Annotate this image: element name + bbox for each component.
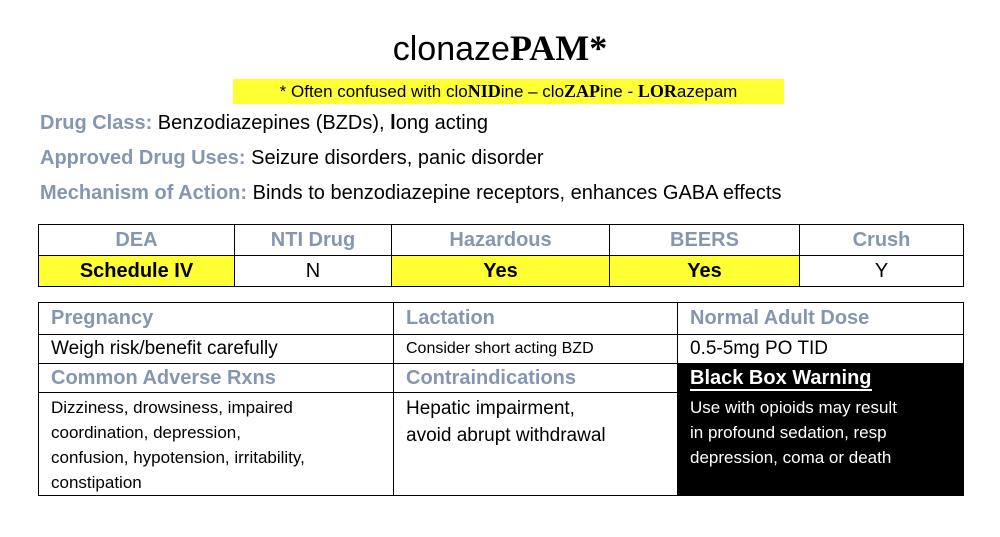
dea-header: DEA	[39, 225, 235, 256]
contraindications-line: avoid abrupt withdrawal	[406, 425, 606, 446]
nti-header: NTI Drug	[235, 225, 392, 256]
summary-header-row	[39, 225, 964, 256]
drug-class-label: Drug Class:	[40, 112, 153, 134]
confused-mid-1: ine – clo	[500, 82, 565, 101]
confused-prefix: * Often confused with clo	[279, 82, 468, 101]
summary-value-row	[39, 256, 964, 287]
drug-class-value-post: ong acting	[395, 112, 488, 134]
contraindications-value	[394, 393, 678, 496]
black-box-header-text: Black Box Warning	[690, 367, 872, 389]
mechanism-label: Mechanism of Action:	[40, 182, 248, 204]
crush-header: Crush	[800, 225, 964, 256]
confused-with-banner	[233, 79, 784, 104]
black-box-header	[678, 364, 964, 393]
adverse-line: confusion, hypotension, irritability,	[51, 448, 305, 467]
beers-header: BEERS	[610, 225, 800, 256]
adverse-line: Dizziness, drowsiness, impaired	[51, 398, 293, 417]
pregnancy-header: Pregnancy	[39, 303, 394, 335]
mechanism-line	[40, 180, 781, 206]
normal-dose-value: 0.5-5mg PO TID	[678, 335, 964, 364]
summary-table	[38, 224, 964, 287]
mechanism-value: Binds to benzodiazepine receptors, enhances GABA effects	[247, 182, 782, 204]
hazardous-header: Hazardous	[392, 225, 610, 256]
confused-mid-2: ine -	[600, 82, 638, 101]
drug-title	[0, 28, 1000, 69]
normal-dose-header: Normal Adult Dose	[678, 303, 964, 335]
detail-header-row-2	[39, 364, 964, 393]
detail-header-row-1	[39, 303, 964, 335]
adverse-line: coordination, depression,	[51, 423, 241, 442]
black-box-value	[678, 393, 964, 496]
detail-value-row-1	[39, 335, 964, 364]
hazardous-value: Yes	[392, 256, 610, 287]
adverse-header: Common Adverse Rxns	[39, 364, 394, 393]
contraindications-header: Contraindications	[394, 364, 678, 393]
confused-bold-1: NID	[467, 81, 501, 101]
lactation-value: Consider short acting BZD	[394, 335, 678, 364]
nti-value: N	[235, 256, 392, 287]
approved-uses-value: Seizure disorders, panic disorder	[245, 147, 544, 169]
adverse-line: constipation	[51, 473, 142, 492]
black-box-line: depression, coma or death	[690, 448, 892, 467]
dea-value: Schedule IV	[39, 256, 235, 287]
contraindications-line: Hepatic impairment,	[406, 398, 575, 419]
black-box-line: Use with opioids may result	[690, 398, 897, 417]
beers-value: Yes	[610, 256, 800, 287]
confused-suffix: azepam	[676, 82, 738, 101]
confused-bold-2: ZAP	[564, 81, 601, 101]
drug-title-part1: clonaze	[392, 30, 510, 68]
approved-uses-line	[40, 145, 544, 171]
black-box-line: in profound sedation, resp	[690, 423, 887, 442]
drug-class-value-pre: Benzodiazepines (BZDs),	[152, 112, 391, 134]
drug-class-value-bold: l	[390, 112, 396, 134]
detail-table	[38, 302, 964, 496]
approved-uses-label: Approved Drug Uses:	[40, 147, 246, 169]
detail-value-row-2	[39, 393, 964, 496]
drug-class-line	[40, 110, 488, 136]
crush-value: Y	[800, 256, 964, 287]
pregnancy-value: Weigh risk/benefit carefully	[39, 335, 394, 364]
lactation-header: Lactation	[394, 303, 678, 335]
confused-bold-3: LOR	[637, 81, 677, 101]
adverse-value	[39, 393, 394, 496]
drug-title-part2: PAM*	[509, 28, 608, 68]
